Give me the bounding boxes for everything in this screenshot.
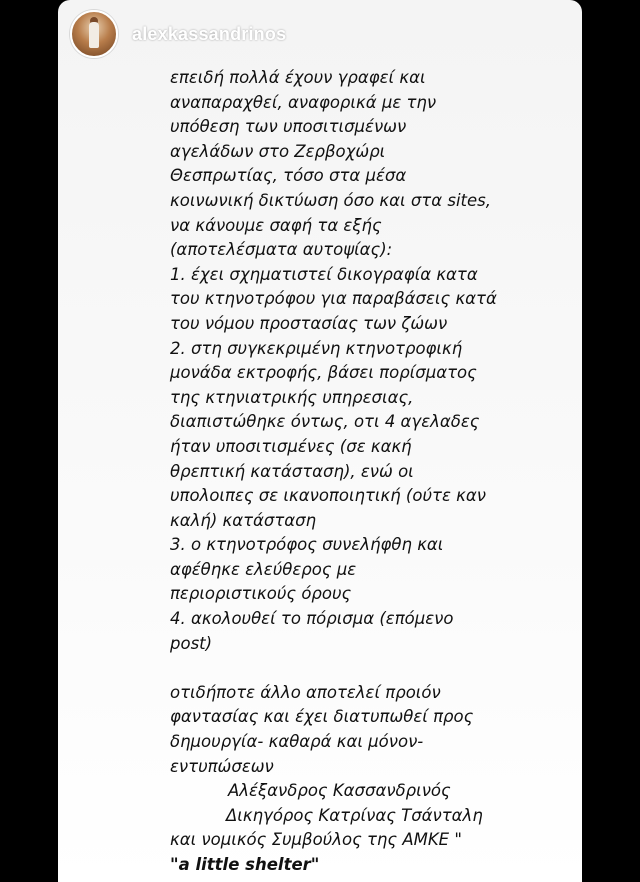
text-line: φαντασίας και έχει διατυπωθεί προς [170, 707, 474, 727]
text-line: της κτηνιατρικής υπηρεσιας, [170, 387, 414, 407]
text-line: μονάδα εκτροφής, βάσει πορίσματος [170, 363, 477, 383]
text-line: να κάνουμε σαφή τα εξής [170, 215, 382, 235]
signature-org-name: "a little shelter" [170, 855, 320, 874]
text-line: υπολοιπες σε ικανοποιητική (ούτε καν [170, 486, 486, 506]
story-text [170, 66, 570, 878]
text-line: 4. ακολουθεί το πόρισμα (επόμενο [170, 609, 454, 629]
text-line: καλή) κατάσταση [170, 510, 317, 530]
text-line: 3. ο κτηνοτρόφος συνελήφθη και [170, 535, 444, 555]
text-line: αγελάδων στο Ζερβοχώρι [170, 141, 386, 161]
text-line: επειδή πολλά έχουν γραφεί και [170, 68, 426, 87]
blank-line [170, 656, 570, 681]
text-line: ήταν υποσιτισμένες (σε κακή [170, 436, 412, 456]
story-header [70, 12, 570, 56]
text-line: υπόθεση των υποσιτισμένων [170, 117, 407, 137]
username[interactable]: alexkassandrinos [132, 23, 287, 44]
text-line: εντυπώσεων [170, 756, 274, 776]
text-line: αφέθηκε ελεύθερος με [170, 559, 357, 579]
text-line: του νόμου προστασίας των ζώων [170, 313, 448, 333]
text-line: post) [170, 633, 213, 653]
profile-photo-icon[interactable] [70, 10, 118, 58]
text-line: Θεσπρωτίας, τόσο στα μέσα [170, 166, 407, 186]
text-line: θρεπτική κατάσταση), ενώ οι [170, 461, 414, 481]
text-line: 2. στη συγκεκριμένη κτηνοτροφική [170, 338, 463, 358]
signature-name: Αλέξανδρος Κασσανδρινός [228, 781, 451, 801]
text-line: 1. έχει σχηματιστεί δικογραφία κατα [170, 264, 478, 284]
story-card [58, 0, 582, 882]
signature-org: και νομικός Συμβούλος της ΑΜΚΕ " [170, 830, 462, 850]
text-line: διαπιστώθηκε όντως, οτι 4 αγελαδες [170, 412, 480, 432]
text-line: δημουργία- καθαρά και μόνον- [170, 732, 424, 752]
text-line: οτιδήποτε άλλο αποτελεί προιόν [170, 682, 441, 702]
text-line: κοινωνική δικτύωση όσο και στα sites, [170, 190, 492, 210]
text-line: (αποτελέσματα αυτοψίας): [170, 240, 393, 260]
text-line: αναπαραχθεί, αναφορικά με την [170, 92, 437, 112]
signature-role: Δικηγόρος Κατρίνας Τσάνταλη [226, 805, 483, 825]
text-line: περιοριστικούς όρους [170, 584, 352, 604]
text-line: του κτηνοτρόφου για παραβάσεις κατά [170, 289, 497, 309]
